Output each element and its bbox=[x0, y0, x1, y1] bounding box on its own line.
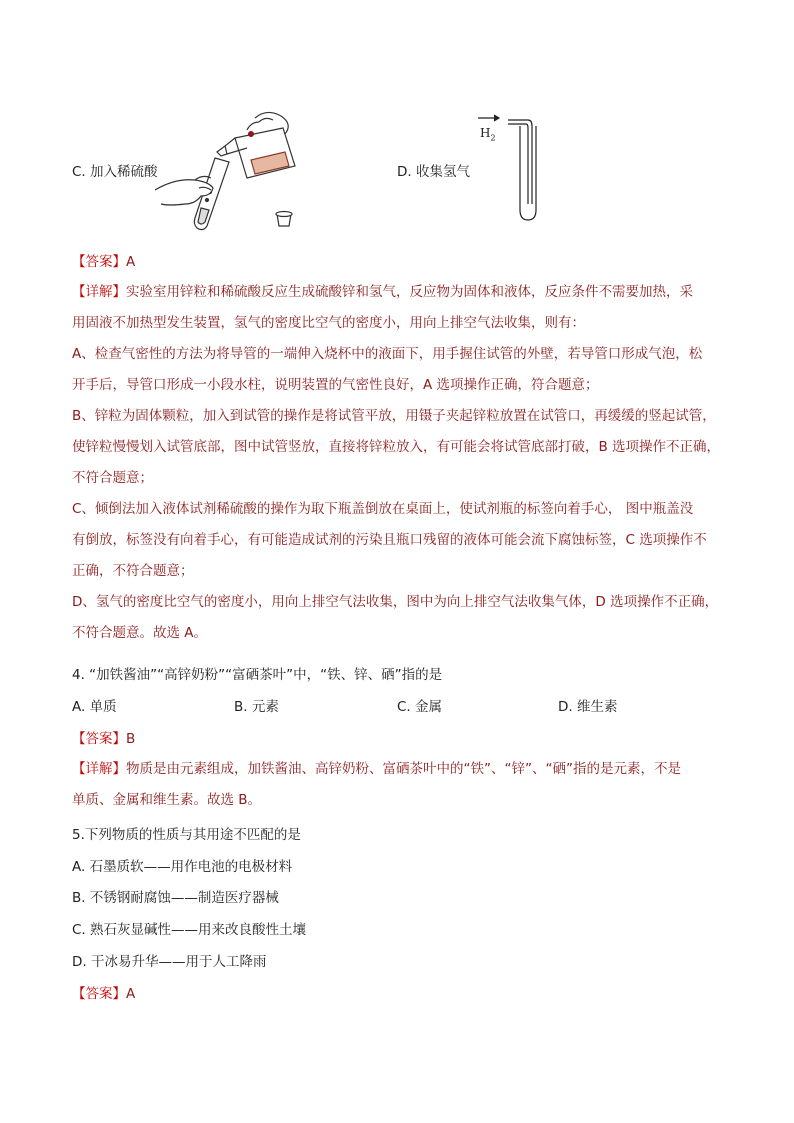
q5-choice-b: B. 不锈钢耐腐蚀——制造医疗器械 bbox=[72, 890, 279, 906]
detail-line: 物质是由元素组成，加铁酱油、高锌奶粉、富硒茶叶中的“铁”、“锌”、“硒”指的是元素，不是 bbox=[126, 761, 681, 777]
detail-line: 实验室用锌粒和稀硫酸反应生成硫酸锌和氢气，反应物为固体和液体，反应条件不需要加热，采 bbox=[126, 284, 693, 300]
detail-line: D、氢气的密度比空气的密度小，用向上排空气法收集，图中为向上排空气法收集气体，D 选项操作不正确， bbox=[72, 594, 719, 610]
detail-tag: 【详解】 bbox=[72, 761, 126, 777]
answer-value: A bbox=[126, 986, 136, 1002]
answer-value: A bbox=[126, 254, 136, 270]
q4-choice-b: B. 元素 bbox=[234, 699, 279, 715]
detail-line: 正确，不符合题意； bbox=[72, 563, 194, 579]
detail-line: 用固液不加热型发生装置，氢气的密度比空气的密度小，用向上排空气法收集，则有： bbox=[72, 315, 585, 331]
q5-answer bbox=[72, 982, 135, 1002]
q3-detail bbox=[72, 277, 727, 649]
q4-choice-a: A. 单质 bbox=[72, 699, 117, 715]
q5-choice-c: C. 熟石灰显碱性——用来改良酸性土壤 bbox=[72, 922, 307, 938]
answer-tag: 【答案】 bbox=[72, 986, 126, 1002]
q3-answer bbox=[72, 250, 135, 270]
pouring-acid-illustration bbox=[155, 108, 305, 234]
q4-choice-d: D. 维生素 bbox=[558, 699, 618, 715]
answer-value: B bbox=[126, 731, 136, 747]
q5-choice-d: D. 干冰易升华——用于人工降雨 bbox=[72, 954, 267, 970]
gas-collection-illustration bbox=[476, 112, 546, 224]
detail-line: 单质、金属和维生素。故选 B。 bbox=[72, 792, 262, 808]
q5-stem: 5.下列物质的性质与其用途不匹配的是 bbox=[72, 827, 301, 843]
detail-line: C、倾倒法加入液体试剂稀硫酸的操作为取下瓶盖倒放在桌面上，使试剂瓶的标签向着手心， 图中瓶盖没 bbox=[72, 501, 694, 517]
h2-label: $H_2$ bbox=[480, 126, 496, 143]
option-c-label: C. 加入稀硫酸 bbox=[72, 164, 158, 180]
detail-line: 有倒放，标签没有向着手心，有可能造成试剂的污染且瓶口残留的液体可能会流下腐蚀标签，C 选项操作不 bbox=[72, 532, 707, 548]
detail-line: 不符合题意； bbox=[72, 470, 153, 486]
answer-tag: 【答案】 bbox=[72, 731, 126, 747]
detail-line: 使锌粒慢慢划入试管底部，图中试管竖放，直接将锌粒放入，有可能会将试管底部打破，B 选项操作不正确， bbox=[72, 439, 721, 455]
q4-choice-c: C. 金属 bbox=[397, 699, 443, 715]
q4-answer bbox=[72, 727, 135, 747]
detail-line: 开手后，导管口形成一小段水柱，说明装置的气密性良好，A 选项操作正确，符合题意； bbox=[72, 377, 599, 393]
q5-choice-a: A. 石墨质软——用作电池的电极材料 bbox=[72, 859, 293, 875]
option-d-label: D. 收集氢气 bbox=[397, 164, 470, 180]
detail-line: 不符合题意。故选 A。 bbox=[72, 625, 208, 641]
q4-detail bbox=[72, 754, 727, 816]
q4-stem: 4. “加铁酱油”“高锌奶粉”“富硒茶叶”中，“铁、锌、硒”指的是 bbox=[72, 667, 443, 683]
detail-tag: 【详解】 bbox=[72, 284, 126, 300]
detail-line: B、锌粒为固体颗粒，加入到试管的操作是将试管平放，用镊子夹起锌粒放置在试管口，再缓缓的竖起试管， bbox=[72, 408, 716, 424]
detail-line: A、检查气密性的方法为将导管的一端伸入烧杯中的液面下，用手握住试管的外壁，若导管口形成气泡，松 bbox=[72, 346, 703, 362]
answer-tag: 【答案】 bbox=[72, 254, 126, 270]
